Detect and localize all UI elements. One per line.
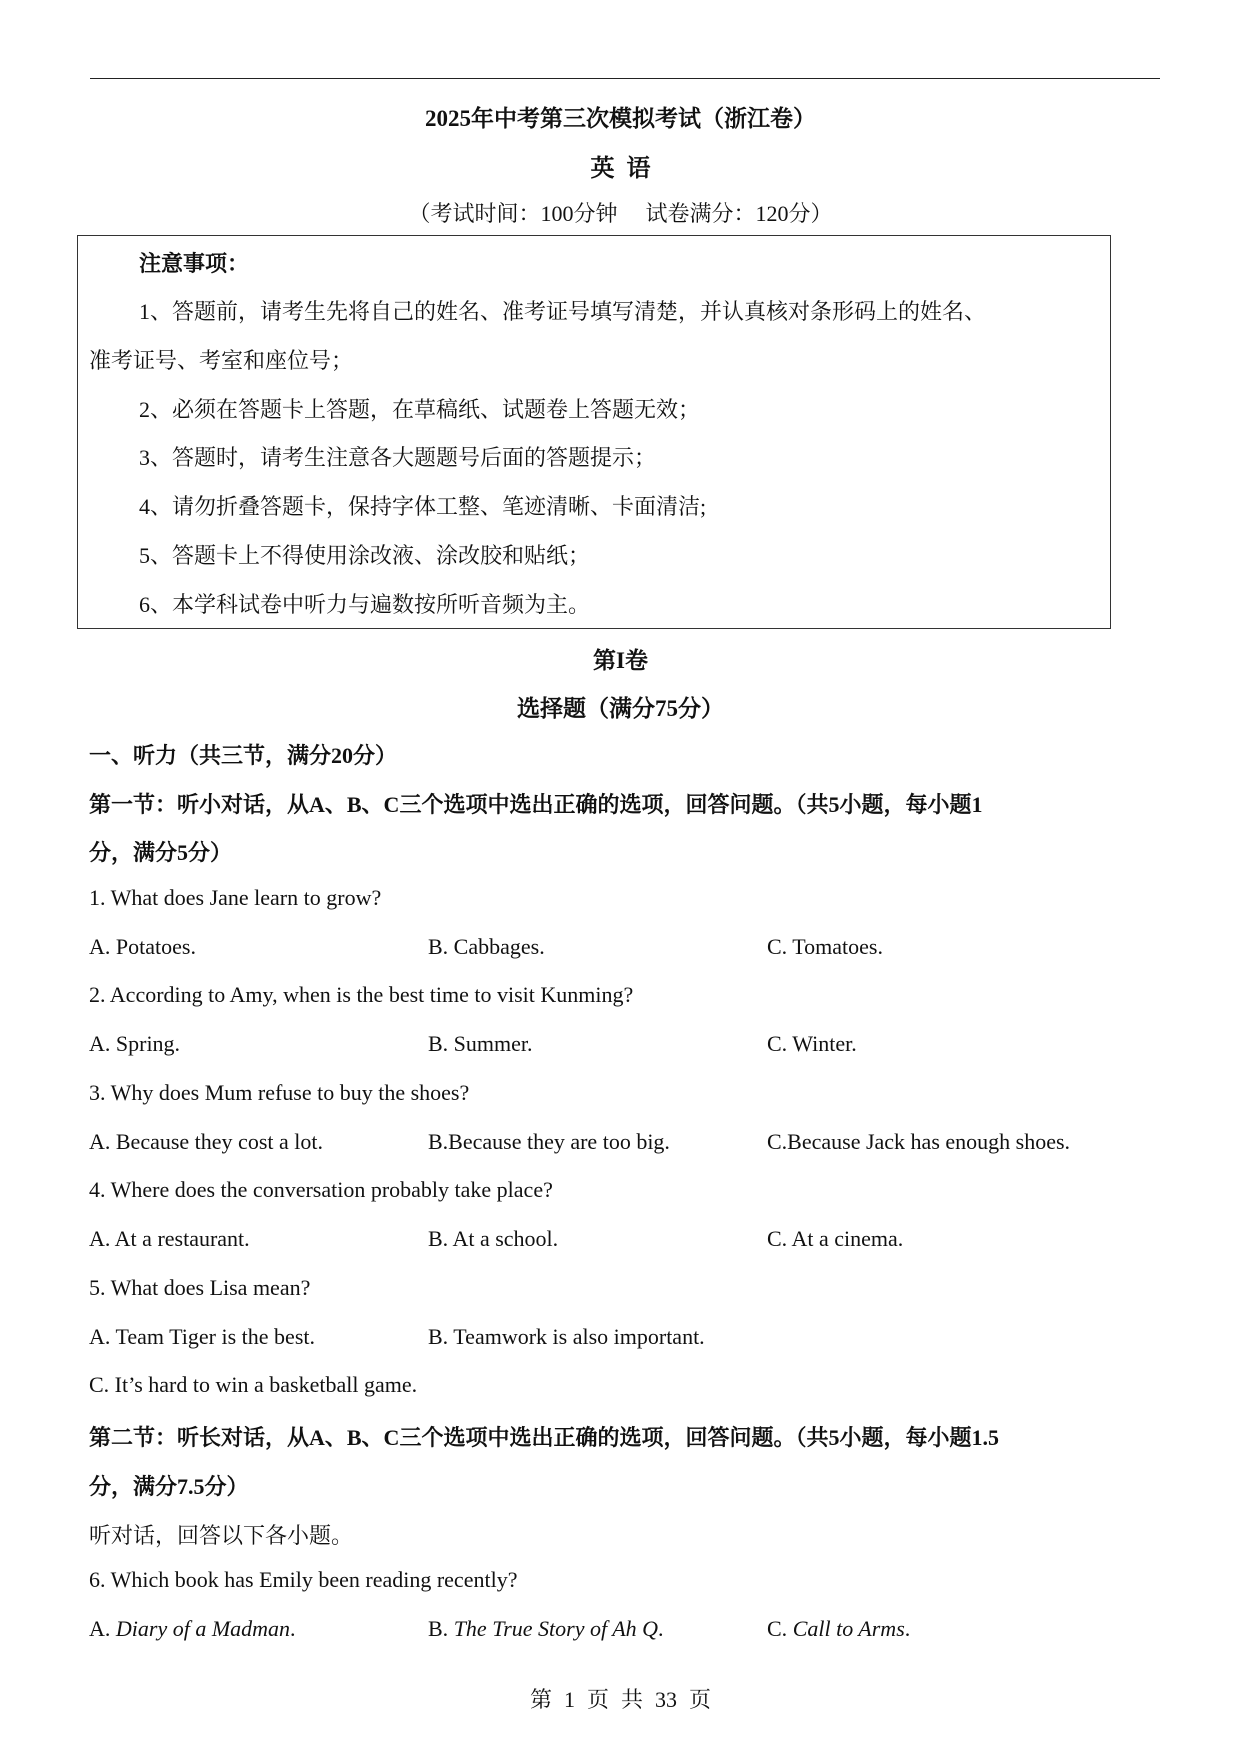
option-c: C. It’s hard to win a basketball game. <box>89 1372 418 1397</box>
exam-info <box>0 197 1241 228</box>
question-stem: 1. What does Jane learn to grow? <box>89 885 382 910</box>
notice-item-2: 2、必须在答题卡上答题，在草稿纸、试题卷上答题无效； <box>139 397 701 422</box>
period: . <box>904 1616 911 1641</box>
score-info: 试卷满分：120分） <box>645 201 833 226</box>
option-b: B. Cabbages. <box>428 934 545 959</box>
book-title: Call to Arms <box>792 1616 905 1641</box>
option-b: B. At a school. <box>428 1226 559 1251</box>
notice-item-1-line-1: 1、答题前，请考生先将自己的姓名、准考证号填写清楚，并认真核对条形码上的姓名、 <box>139 299 987 324</box>
option-b: B.Because they are too big. <box>428 1129 670 1154</box>
section-title: 选择题（满分75分） <box>517 696 724 721</box>
total-label: 共 <box>621 1687 644 1712</box>
option-c: C.Because Jack has enough shoes. <box>767 1129 1071 1154</box>
option-a: A. Spring. <box>89 1031 181 1056</box>
question-stem: 5. What does Lisa mean? <box>89 1275 311 1300</box>
question-stem: 6. Which book has Emily been reading recently? <box>89 1567 518 1592</box>
option-prefix: A. <box>89 1616 116 1641</box>
part1-sec1-line-2: 分，满分5分） <box>89 840 233 865</box>
part1-sec1-line-1: 第一节：听小对话，从A、B、C三个选项中选出正确的选项，回答问题。（共5小题，每小题1 <box>89 792 983 817</box>
part1-sec2-line-1: 第二节：听长对话，从A、B、C三个选项中选出正确的选项，回答问题。（共5小题，每小题1.5 <box>89 1425 999 1450</box>
period: . <box>658 1616 664 1641</box>
question-stem: 3. Why does Mum refuse to buy the shoes? <box>89 1080 470 1105</box>
time-info: （考试时间：100分钟 <box>408 201 618 226</box>
exam-title: 2025年中考第三次模拟考试（浙江卷） <box>425 106 816 131</box>
page-word: 页 <box>586 1687 609 1712</box>
option-b: B. Summer. <box>428 1031 533 1056</box>
option-prefix: B. <box>428 1616 454 1641</box>
option-c: C. Winter. <box>767 1031 857 1056</box>
option-a: A. Because they cost a lot. <box>89 1129 323 1154</box>
notice-item-4: 4、请勿折叠答题卡，保持字体工整、笔迹清晰、卡面清洁; <box>139 494 707 519</box>
option-c: C. Tomatoes. <box>767 934 883 959</box>
notice-item-3: 3、答题时，请考生注意各大题题号后面的答题提示； <box>139 445 657 470</box>
page-footer <box>0 1683 1241 1714</box>
option-prefix: C. <box>767 1616 793 1641</box>
book-title: The True Story of Ah Q <box>453 1616 659 1641</box>
total-word: 页 <box>689 1687 712 1712</box>
total-pages: 33 <box>655 1687 678 1712</box>
period: . <box>290 1616 296 1641</box>
notice-title: 注意事项： <box>139 251 250 276</box>
subject-title: 英语 <box>590 156 663 182</box>
option-a: A. Team Tiger is the best. <box>89 1324 315 1349</box>
part1-title: 一、听力（共三节，满分20分） <box>89 743 398 768</box>
question-stem: 2. According to Amy, when is the best time to visit Kunming? <box>89 982 634 1007</box>
page-label: 第 <box>529 1687 552 1712</box>
option-b: B. Teamwork is also important. <box>428 1324 705 1349</box>
notice-item-6: 6、本学科试卷中听力与遍数按所听音频为主。 <box>139 592 591 617</box>
listening-instruction: 听对话，回答以下各小题。 <box>89 1523 354 1548</box>
notice-item-5: 5、答题卡上不得使用涂改液、涂改胶和贴纸； <box>139 543 591 568</box>
notice-item-1-line-2: 准考证号、考室和座位号； <box>89 348 354 373</box>
option-b <box>428 1616 664 1642</box>
book-title: Diary of a Madman <box>115 1616 291 1641</box>
header-rule <box>90 78 1160 79</box>
option-a: A. Potatoes. <box>89 934 196 959</box>
question-stem: 4. Where does the conversation probably take place? <box>89 1177 553 1202</box>
part1-sec2-line-2: 分，满分7.5分） <box>89 1474 249 1499</box>
volume-title: 第I卷 <box>593 648 648 673</box>
option-c <box>767 1616 910 1642</box>
option-a: A. At a restaurant. <box>89 1226 250 1251</box>
page-number: 1 <box>563 1687 575 1712</box>
option-c: C. At a cinema. <box>767 1226 904 1251</box>
option-a <box>89 1616 296 1642</box>
